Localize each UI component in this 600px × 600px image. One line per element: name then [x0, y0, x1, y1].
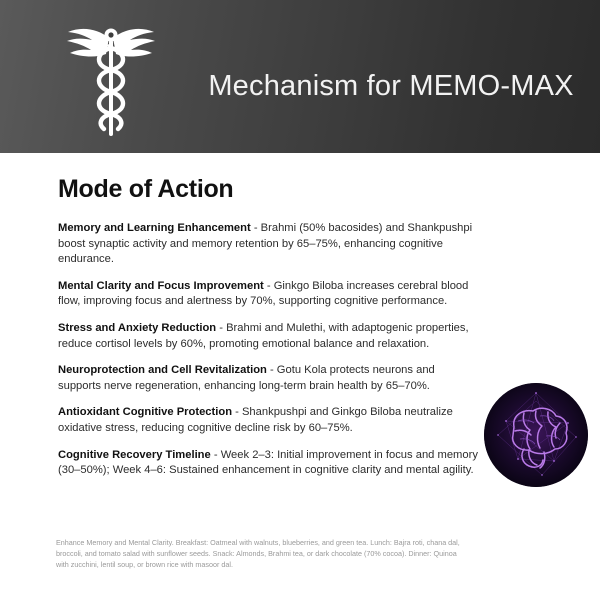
mode-of-action-list — [58, 221, 478, 479]
footer-note: Enhance Memory and Mental Clarity. Breakfast: Oatmeal with walnuts, blueberries, and green tea. Lunch: Bajra roti, chana dal, broccoli, and tomato salad with sunflower seeds. Snack: Almonds, Brahmi tea, or dark chocolate (70% cocoa). Dinner: Quinoa with zucchini, lentil soup, or brown rice with masoor dal. — [56, 538, 460, 569]
item-lead: Antioxidant Cognitive Protection — [58, 406, 233, 419]
item-lead: Neuroprotection and Cell Revitalization — [58, 364, 267, 377]
item-body: - Gotu Kola protects neurons and supports nerve regeneration, enhancing long-term brain health by 65–70%. — [58, 364, 435, 392]
caduceus-icon — [56, 14, 166, 140]
list-item — [58, 405, 478, 436]
content-area — [0, 153, 600, 600]
list-item — [58, 221, 478, 268]
item-body: - Brahmi (50% bacosides) and Shankpushpi boost synaptic activity and memory retention by 65–75%, enhancing cognitive endurance. — [58, 222, 473, 266]
list-item — [58, 279, 478, 310]
item-body: - Week 2–3: Initial improvement in focus and memory (30–50%); Week 4–6: Sustained enhancement in cognitive clarity and mental agility. — [58, 448, 478, 477]
item-body: - Brahmi and Mulethi, with adaptogenic properties, reduce cortisol levels by 60%, promoting emotional balance and relaxation. — [58, 321, 469, 350]
item-body: - Ginkgo Biloba increases cerebral blood flow, improving focus and alertness by 70%, supporting cognitive performance. — [58, 279, 469, 308]
list-item — [58, 363, 478, 394]
list-item — [58, 448, 478, 479]
list-item — [58, 321, 478, 352]
item-lead: Stress and Anxiety Reduction — [58, 321, 217, 334]
item-lead: Cognitive Recovery Timeline — [58, 448, 211, 461]
header-banner — [0, 0, 600, 153]
brain-network-image — [484, 383, 588, 487]
section-title: Mode of Action — [58, 175, 234, 203]
page-title: Mechanism for MEMO-MAX — [208, 70, 574, 102]
item-lead: Mental Clarity and Focus Improvement — [58, 279, 264, 292]
item-lead: Memory and Learning Enhancement — [58, 222, 251, 234]
item-body: - Shankpushpi and Ginkgo Biloba neutralize oxidative stress, reducing cognitive decline risk by 60–75%. — [58, 406, 453, 434]
